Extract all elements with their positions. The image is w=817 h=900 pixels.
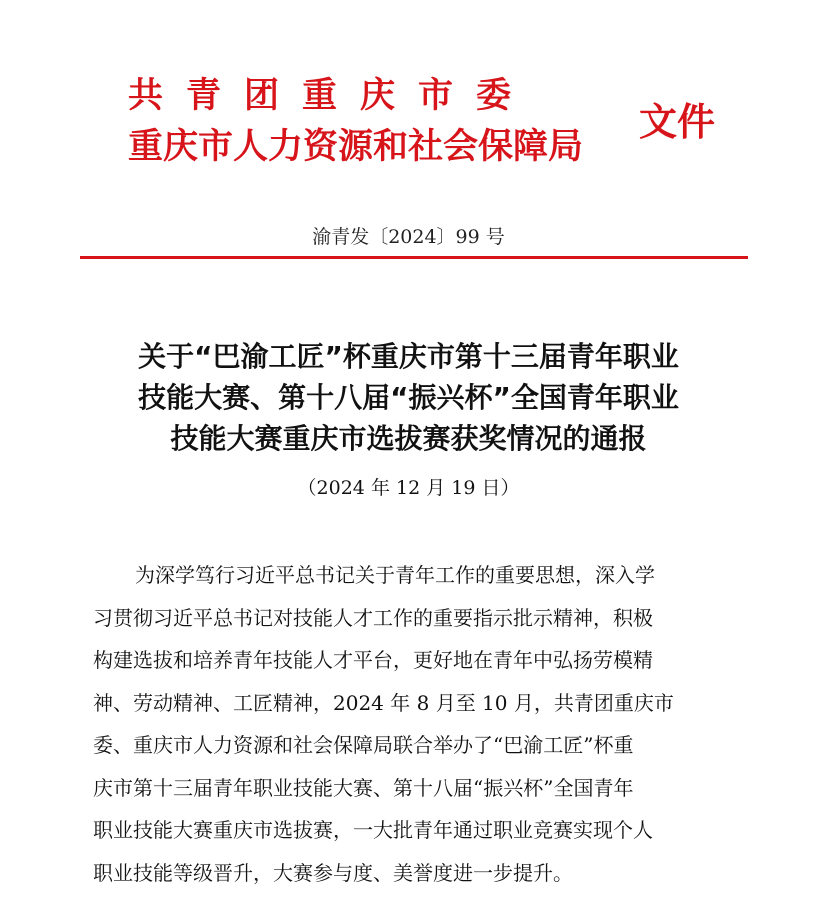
red-separator-line xyxy=(80,256,748,259)
body-line: 委、重庆市人力资源和社会保障局联合举办了“巴渝工匠”杯重 xyxy=(93,733,634,757)
body-paragraph xyxy=(93,554,733,894)
issuer-hr-bureau: 重庆市人力资源和社会保障局 xyxy=(128,127,584,167)
body-line: 神、劳动精神、工匠精神，2024 年 8 月至 10 月，共青团重庆市 xyxy=(93,690,674,715)
body-line: 职业技能大赛重庆市选拔赛，一大批青年通过职业竞赛实现个人 xyxy=(93,818,653,842)
body-line: 构建选拔和培养青年技能人才平台，更好地在青年中弘扬劳模精 xyxy=(93,648,653,672)
document-header xyxy=(0,0,817,260)
body-line: 职业技能等级晋升，大赛参与度、美誉度进一步提升。 xyxy=(93,860,573,885)
title-line-2: 技能大赛、第十八届“振兴杯”全国青年职业 xyxy=(138,381,679,414)
body-line: 习贯彻习近平总书记对技能人才工作的重要指示批示精神，积极 xyxy=(93,605,653,630)
document-number: 渝青发〔2024〕99 号 xyxy=(312,226,505,248)
document-date: （2024 年 12 月 19 日） xyxy=(297,477,520,499)
issuer-youth-league: 共青团重庆市委 xyxy=(128,76,535,116)
title-line-1: 关于“巴渝工匠”杯重庆市第十三届青年职业 xyxy=(138,340,679,373)
document-title xyxy=(60,336,757,459)
document-type-label: 文件 xyxy=(639,100,716,144)
title-line-3: 技能大赛重庆市选拔赛获奖情况的通报 xyxy=(170,422,647,455)
body-line: 庆市第十三届青年职业技能大赛、第十八届“振兴杯”全国青年 xyxy=(93,775,634,800)
body-line: 为深学笃行习近平总书记关于青年工作的重要思想，深入学 xyxy=(135,563,655,587)
